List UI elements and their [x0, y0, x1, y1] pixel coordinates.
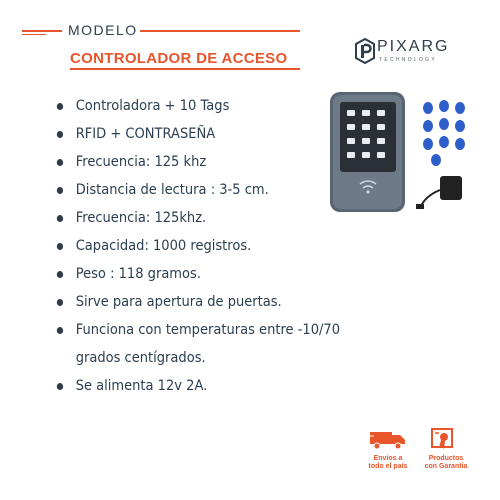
- header-line-right: [140, 30, 300, 32]
- pixarg-logo-icon: [355, 38, 375, 64]
- feature-item: Frecuencia: 125khz.: [55, 204, 343, 232]
- power-adapter: [416, 176, 462, 209]
- controller-device: [330, 92, 405, 212]
- feature-item: Frecuencia: 125 khz: [55, 148, 343, 176]
- feature-item: Controladora + 10 Tags: [55, 92, 343, 120]
- header-line-short: [22, 34, 46, 35]
- product-image: [320, 92, 490, 217]
- certificate-icon: [430, 427, 454, 451]
- feature-item: RFID + CONTRASEÑA: [55, 120, 343, 148]
- warranty-label: Productos con Garantía: [424, 455, 468, 470]
- feature-item-continuation: grados centígrados.: [75, 350, 206, 366]
- feature-item-text: Funciona con temperaturas entre -10/70: [75, 322, 341, 338]
- feature-item: Se alimenta 12v 2A.: [55, 372, 343, 400]
- model-label: MODELO: [68, 22, 138, 38]
- rfid-tags: [423, 100, 465, 166]
- brand-logo: [355, 38, 465, 68]
- bottom-badges: [358, 425, 488, 485]
- brand-tagline: TECHNOLOGY: [379, 57, 438, 63]
- product-title: CONTROLADOR DE ACCESO: [70, 50, 288, 67]
- feature-item: Peso : 118 gramos.: [55, 260, 343, 288]
- feature-item: Distancia de lectura : 3-5 cm.: [55, 176, 343, 204]
- feature-item-temperature: [55, 316, 343, 372]
- feature-item: Sirve para apertura de puertas.: [55, 288, 343, 316]
- feature-item: Capacidad: 1000 registros.: [55, 232, 343, 260]
- shipping-label: Envíos a todo el país: [368, 455, 408, 470]
- title-underline: [70, 68, 300, 70]
- brand-name: PIXARG: [377, 38, 450, 55]
- header-line-left: [22, 30, 62, 32]
- truck-icon: [368, 427, 408, 451]
